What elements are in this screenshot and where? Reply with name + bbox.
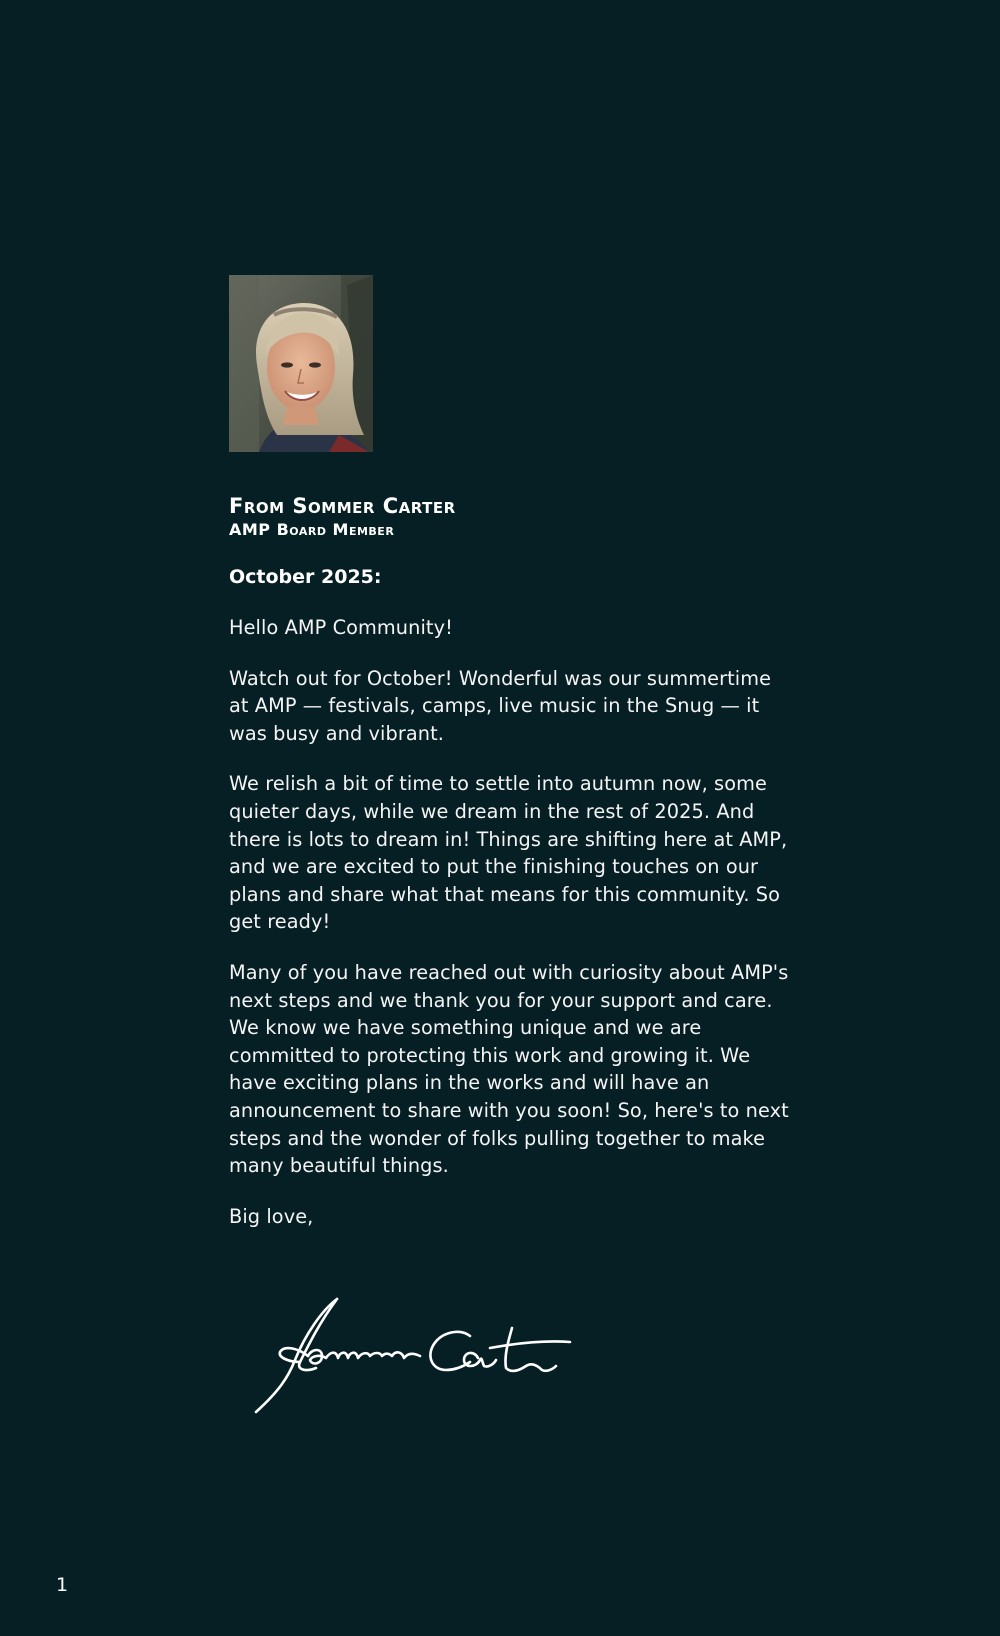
letter-author-role: AMP Board Member (229, 520, 395, 539)
letter-body (229, 492, 789, 1253)
author-portrait (229, 275, 373, 452)
letter-paragraph-2: We relish a bit of time to settle into autumn now, some quieter days, while we dream in the rest of 2025. And there is lots to dream in! Things are shifting here at AMP, and we are excited to put the finishing touches on our plans and share what that means for this community. So get ready! (229, 772, 788, 934)
letter-date: October 2025: (229, 566, 382, 588)
letter-closing: Big love, (229, 1204, 314, 1228)
letter-author-heading: From Sommer Carter (229, 494, 456, 518)
letter-paragraph-1: Watch out for October! Wonderful was our summertime at AMP — festivals, camps, live music in the Snug — it was busy and vibrant. (229, 666, 772, 745)
letter-paragraph-3: Many of you have reached out with curiosity about AMP's next steps and we thank you for your support and care. We know we have something unique and we are committed to protecting this work and growing it. We have exciting plans in the works and will have an announcement to share with you soon! So, here's to next steps and the wonder of folks pulling together to make many beautiful things. (229, 960, 789, 1178)
letter-greeting: Hello AMP Community! (229, 616, 453, 639)
handwritten-signature (250, 1290, 580, 1415)
page-number: 1 (56, 1574, 69, 1596)
